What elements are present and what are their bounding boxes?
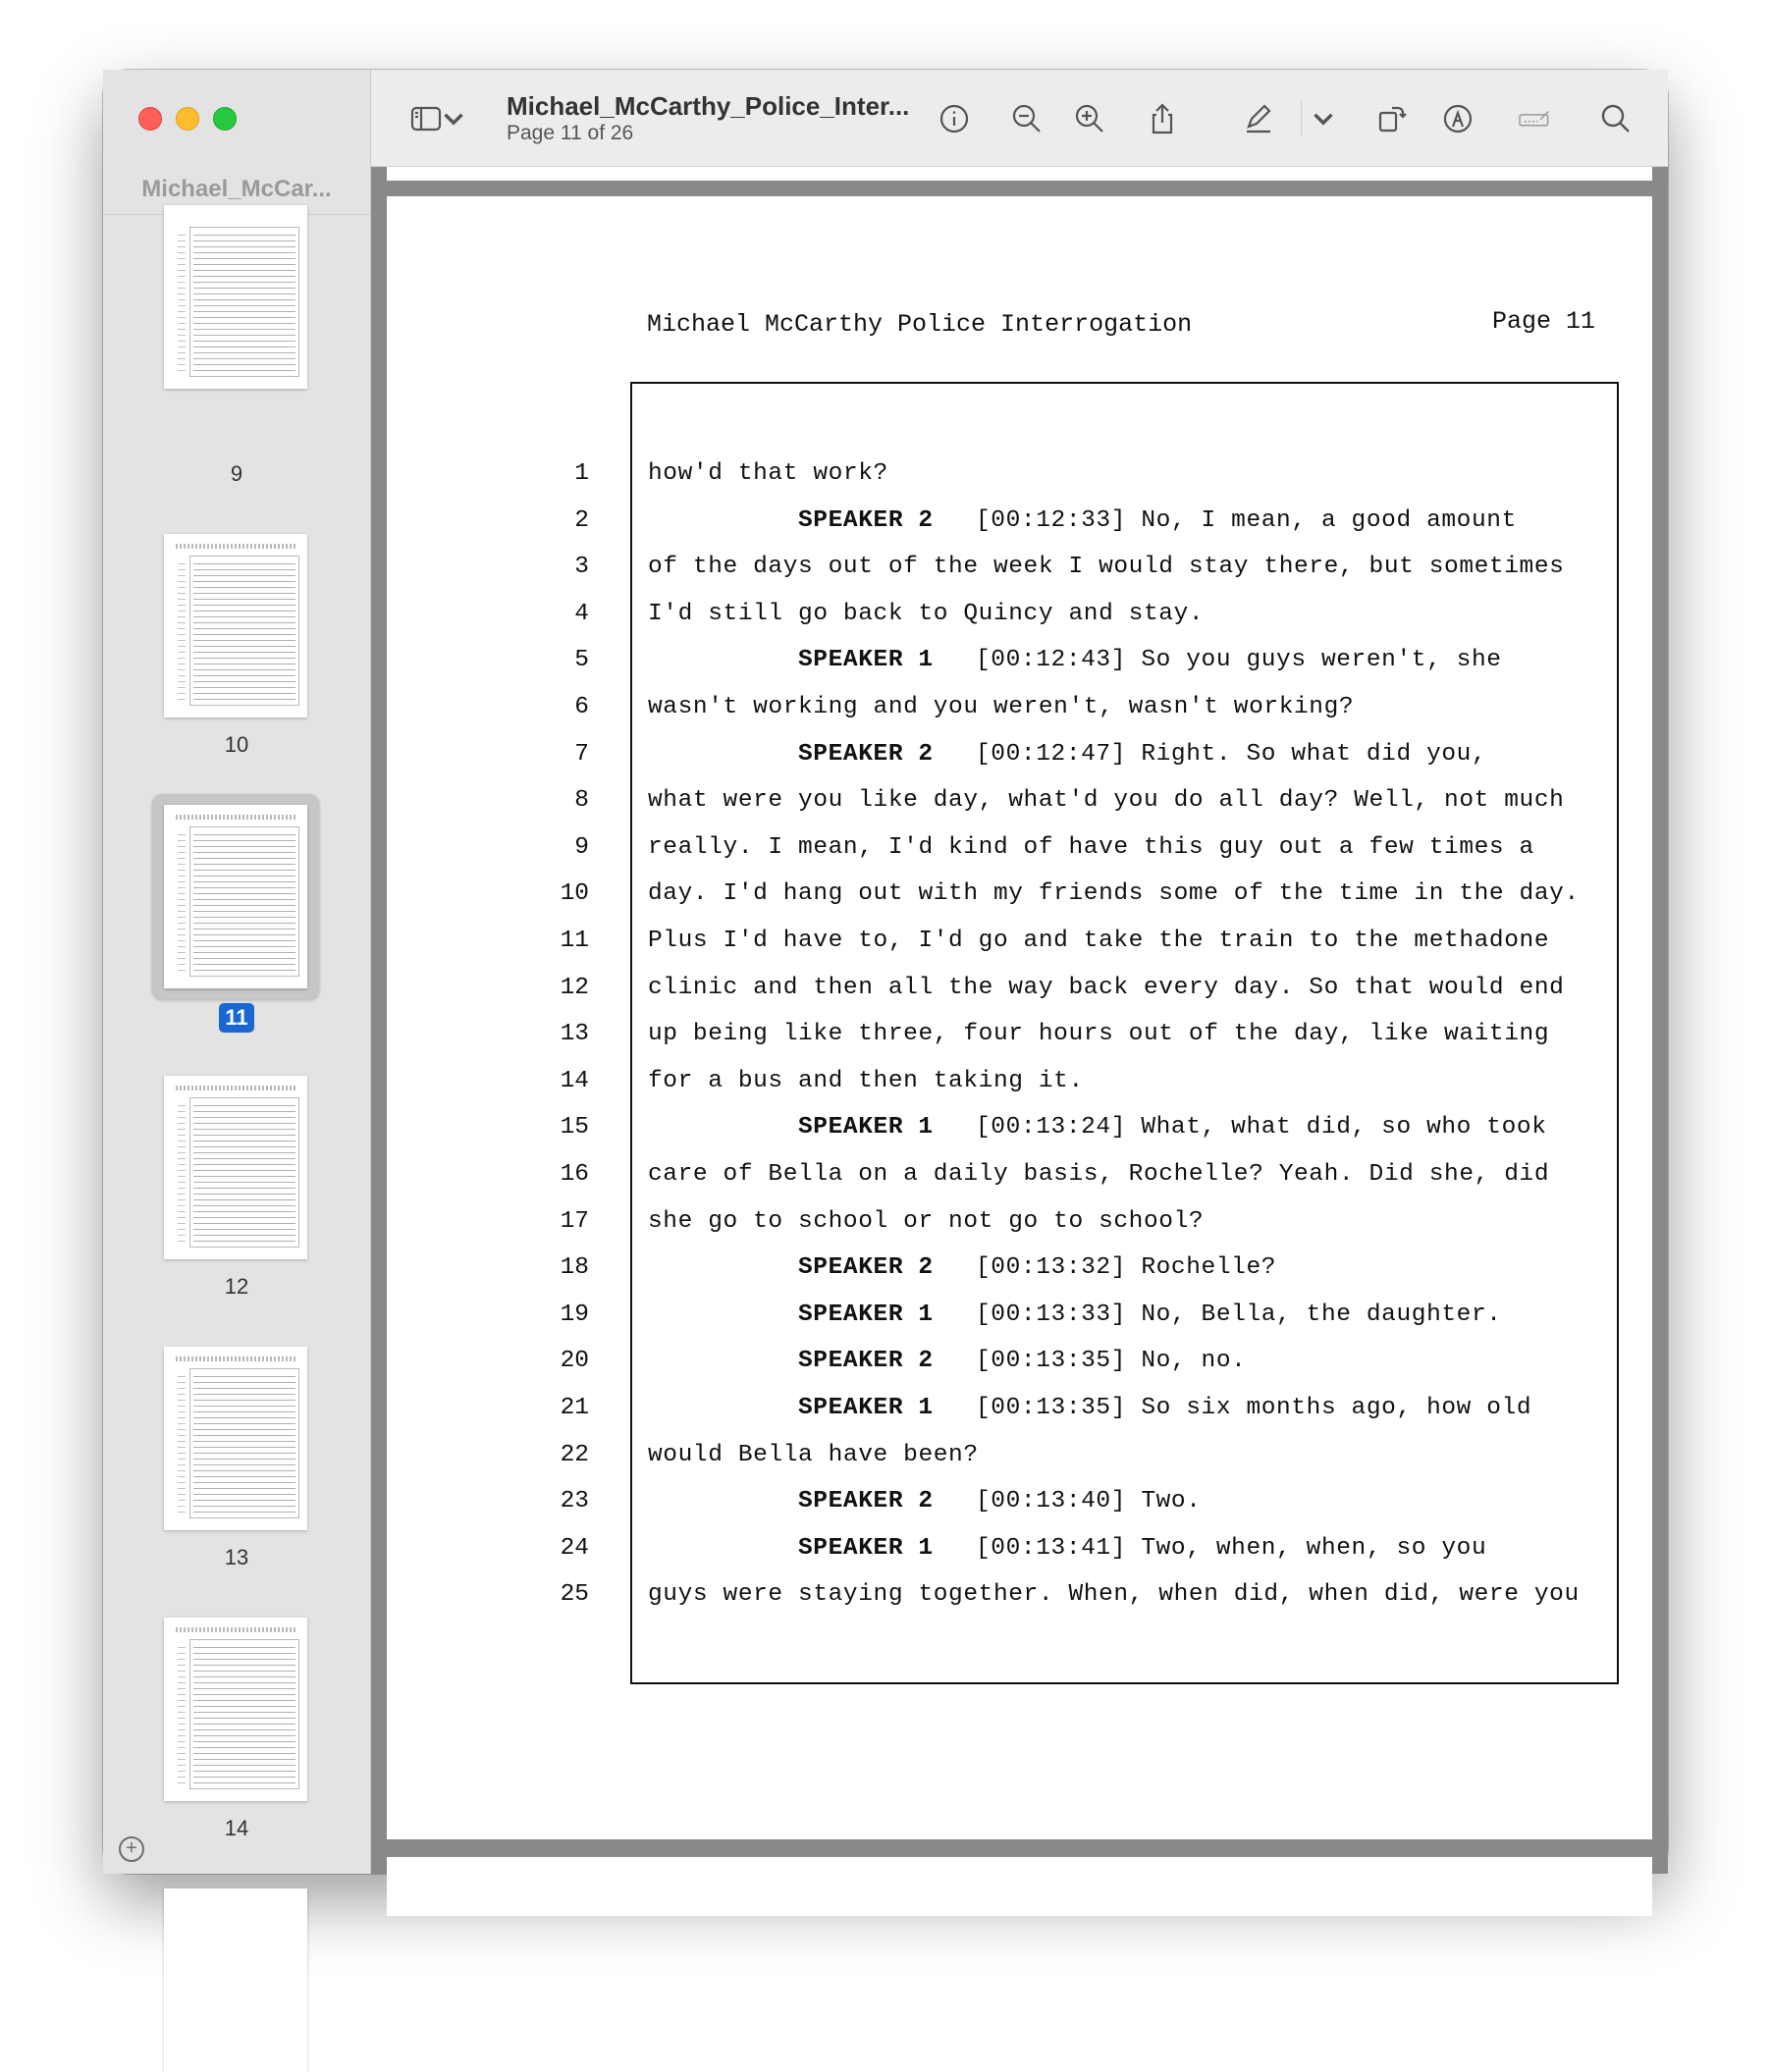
sidebar: [103, 70, 371, 1874]
line-number: 7: [574, 740, 589, 768]
thumbnail-page-9[interactable]: [164, 205, 307, 389]
line-number: 25: [560, 1581, 589, 1609]
thumbnail-page-13[interactable]: [164, 1347, 307, 1530]
thumbnail-page-10[interactable]: [164, 534, 307, 717]
thumbnail-page-14[interactable]: [164, 1618, 307, 1801]
thumbnail-page-11[interactable]: [164, 805, 307, 988]
transcript-line-text: really. I mean, I'd kind of have this guy out a few times a: [648, 833, 1534, 861]
transcript-line-text: [00:12:33] No, I mean, a good amount: [976, 506, 1517, 534]
zoom-out-icon[interactable]: [1007, 99, 1046, 138]
speaker-label: SPEAKER 1: [798, 1534, 934, 1562]
pdf-page: [387, 196, 1652, 1839]
line-number: 9: [574, 833, 589, 861]
share-icon[interactable]: [1143, 99, 1182, 138]
transcript-line-text: of the days out of the week I would stay there, but sometimes: [648, 554, 1565, 581]
speaker-label: SPEAKER 2: [798, 506, 934, 534]
transcript-line-text: Plus I'd have to, I'd go and take the train to the methadone: [648, 928, 1550, 954]
chevron-down-icon[interactable]: [442, 99, 465, 138]
transcript-line-text: up being like three, four hours out of the day, like waiting: [648, 1021, 1550, 1048]
speaker-label: SPEAKER 2: [798, 1254, 934, 1282]
page-number: Page 11: [1491, 307, 1595, 336]
chevron-down-icon[interactable]: [1312, 99, 1335, 138]
transcript-line-text: what were you like day, what'd you do all day? Well, not much: [648, 787, 1565, 815]
transcript-line-text: day. I'd hang out with my friends some of the time in the day.: [648, 880, 1580, 908]
signature-icon[interactable]: [1510, 99, 1559, 138]
sidebar-title: Michael_McCar...: [141, 176, 332, 202]
line-number: 17: [560, 1207, 589, 1235]
line-number: 3: [574, 554, 589, 581]
rotate-icon[interactable]: [1372, 99, 1412, 138]
transcript-line-text: she go to school or not go to school?: [648, 1207, 1205, 1235]
thumbnail-label: 10: [224, 732, 249, 757]
transcript-line-text: would Bella have been?: [648, 1441, 979, 1468]
line-number: 23: [560, 1488, 589, 1515]
line-number: 10: [560, 880, 589, 908]
speaker-label: SPEAKER 2: [798, 740, 934, 768]
speaker-label: SPEAKER 1: [798, 647, 934, 674]
transcript-line-text: [00:13:24] What, what did, so who took: [976, 1114, 1547, 1142]
transcript-line-text: guys were staying together. When, when did, when did, were you: [648, 1581, 1580, 1609]
line-number: 19: [560, 1301, 589, 1328]
thumbnail-label-selected: 11: [103, 1003, 370, 1033]
zoom-in-icon[interactable]: [1070, 99, 1109, 138]
next-page-edge: [387, 1857, 1652, 1916]
document-title[interactable]: Michael_McCarthy_Police_Inter...: [507, 91, 910, 121]
transcript-line-text: [00:12:43] So you guys weren't, she: [976, 647, 1502, 674]
line-number: 1: [574, 460, 589, 487]
line-number: 20: [560, 1348, 589, 1375]
zoom-window-button[interactable]: [213, 107, 237, 131]
line-number: 15: [560, 1114, 589, 1142]
minimize-window-button[interactable]: [176, 107, 199, 131]
line-number: 12: [560, 974, 589, 1001]
highlight-pen-icon[interactable]: [1239, 99, 1278, 138]
plus-circle-icon[interactable]: +: [119, 1836, 144, 1862]
speaker-label: SPEAKER 2: [798, 1348, 934, 1375]
transcript-line-text: clinic and then all the way back every day. So that would end: [648, 974, 1565, 1001]
thumbnail-label: 14: [224, 1816, 249, 1840]
line-number: 18: [560, 1254, 589, 1282]
transcript-line-text: [00:13:41] Two, when, when, so you: [976, 1534, 1487, 1562]
thumbnail-label: 13: [224, 1545, 249, 1569]
line-number: 4: [574, 600, 589, 627]
thumbnail-page-12[interactable]: [164, 1076, 307, 1259]
transcript-line-text: [00:12:47] Right. So what did you,: [976, 740, 1487, 768]
line-number: 8: [574, 787, 589, 815]
line-number: 14: [560, 1067, 589, 1094]
thumbnail-label: 12: [224, 1274, 249, 1299]
speaker-label: SPEAKER 1: [798, 1114, 934, 1142]
line-number: 11: [560, 928, 589, 954]
previous-page-edge: [387, 167, 1652, 181]
line-number: 22: [560, 1441, 589, 1468]
thumbnail-page-15[interactable]: [164, 1888, 307, 2072]
transcript-line-text: [00:13:32] Rochelle?: [976, 1254, 1277, 1282]
thumbnail-list[interactable]: [103, 215, 370, 1840]
line-number: 5: [574, 647, 589, 674]
transcript-line-text: [00:13:40] Two.: [976, 1488, 1202, 1515]
transcript-line-text: [00:13:35] No, no.: [976, 1348, 1247, 1375]
transcript-line-text: [00:13:33] No, Bella, the daughter.: [976, 1301, 1502, 1328]
document-viewer[interactable]: [371, 167, 1668, 1874]
toolbar-separator: [1301, 101, 1302, 136]
line-number: 16: [560, 1161, 589, 1188]
close-window-button[interactable]: [138, 107, 162, 131]
info-icon[interactable]: [935, 99, 974, 138]
toolbar: [371, 70, 1668, 167]
thumbnail-label: 9: [230, 461, 243, 486]
transcript-line-text: how'd that work?: [648, 460, 888, 487]
transcript-line-text: I'd still go back to Quincy and stay.: [648, 600, 1205, 627]
search-icon[interactable]: [1596, 99, 1636, 138]
markup-icon[interactable]: [1438, 99, 1477, 138]
line-number: 2: [574, 506, 589, 534]
transcript-line-text: [00:13:35] So six months ago, how old: [976, 1395, 1532, 1421]
speaker-label: SPEAKER 2: [798, 1488, 934, 1515]
page-header: Michael McCarthy Police Interrogation: [647, 310, 1193, 339]
page-indicator: Page 11 of 26: [507, 122, 634, 144]
speaker-label: SPEAKER 1: [798, 1301, 934, 1328]
preview-window: [103, 70, 1668, 1874]
line-number: 6: [574, 694, 589, 720]
line-number: 21: [560, 1395, 589, 1421]
line-number: 13: [560, 1021, 589, 1048]
line-number: 24: [560, 1534, 589, 1562]
transcript-line-text: wasn't working and you weren't, wasn't working?: [648, 694, 1355, 720]
speaker-label: SPEAKER 1: [798, 1395, 934, 1421]
transcript-line-text: for a bus and then taking it.: [648, 1067, 1084, 1094]
transcript-line-text: care of Bella on a daily basis, Rochelle? Yeah. Did she, did: [648, 1161, 1550, 1188]
